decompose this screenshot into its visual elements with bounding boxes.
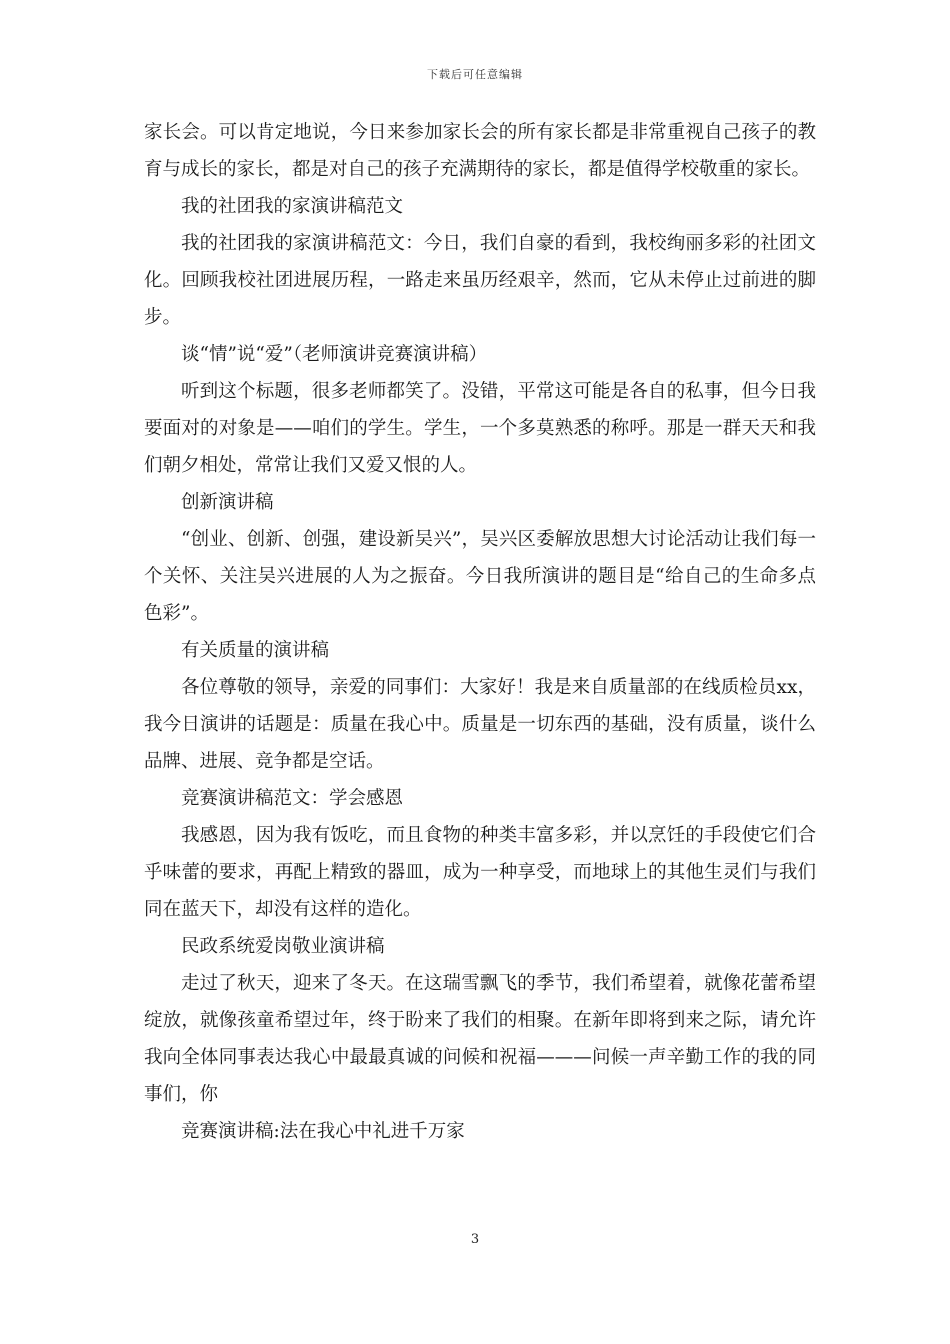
paragraph-heading: 我的社团我的家演讲稿范文 — [181, 196, 404, 217]
paragraph-heading: 民政系统爱岗敬业演讲稿 — [181, 936, 385, 957]
page-number: 3 — [470, 1232, 480, 1247]
paragraph-heading: 谈“情”说“爱”（老师演讲竞赛演讲稿） — [181, 344, 488, 365]
page-header: 下载后可任意编辑 — [427, 68, 523, 81]
paragraph-heading: 竞赛演讲稿范文：学会感恩 — [181, 788, 404, 809]
paragraph-body: 听到这个标题，很多老师都笑了。没错，平常这可能是各自的私事，但今日我要面对的对象是——咱们的学生。学生，一个多莫熟悉的称呼。那是一群天天和我们朝夕相处，常常让我们又爱又恨的人。 — [144, 381, 816, 476]
paragraph-heading: 有关质量的演讲稿 — [181, 640, 330, 661]
paragraph-body: 家长会。可以肯定地说，今日来参加家长会的所有家长都是非常重视自己孩子的教育与成长的家长，都是对自己的孩子充满期待的家长，都是值得学校敬重的家长。 — [144, 122, 816, 180]
paragraph-body: 走过了秋天，迎来了冬天。在这瑞雪飘飞的季节，我们希望着，就像花蕾希望绽放，就像孩童希望过年，终于盼来了我们的相聚。在新年即将到来之际，请允许我向全体同事表达我心中最最真诚的问候和祝福———问候一声辛勤工作的我的同事们，你 — [144, 973, 816, 1105]
paragraph-body: 我感恩，因为我有饭吃，而且食物的种类丰富多彩，并以烹饪的手段使它们合乎味蕾的要求，再配上精致的器皿，成为一种享受，而地球上的其他生灵们与我们同在蓝天下，却没有这样的造化。 — [144, 825, 816, 920]
paragraph-body: 各位尊敬的领导，亲爱的同事们：大家好！我是来自质量部的在线质检员xx，我今日演讲的话题是：质量在我心中。质量是一切东西的基础，没有质量，谈什么品牌、进展、竞争都是空话。 — [144, 677, 816, 772]
paragraph-heading: 竞赛演讲稿:法在我心中礼进千万家 — [181, 1121, 465, 1142]
paragraph-body: 我的社团我的家演讲稿范文：今日，我们自豪的看到，我校绚丽多彩的社团文化。回顾我校社团进展历程，一路走来虽历经艰辛，然而，它从未停止过前进的脚步。 — [144, 233, 816, 328]
paragraph-body: “创业、创新、创强，建设新吴兴”，吴兴区委解放思想大讨论活动让我们每一个关怀、关注吴兴进展的人为之振奋。今日我所演讲的题目是“给自己的生命多点色彩”。 — [144, 529, 816, 624]
document-body — [144, 114, 816, 1150]
paragraph-heading: 创新演讲稿 — [181, 492, 274, 513]
